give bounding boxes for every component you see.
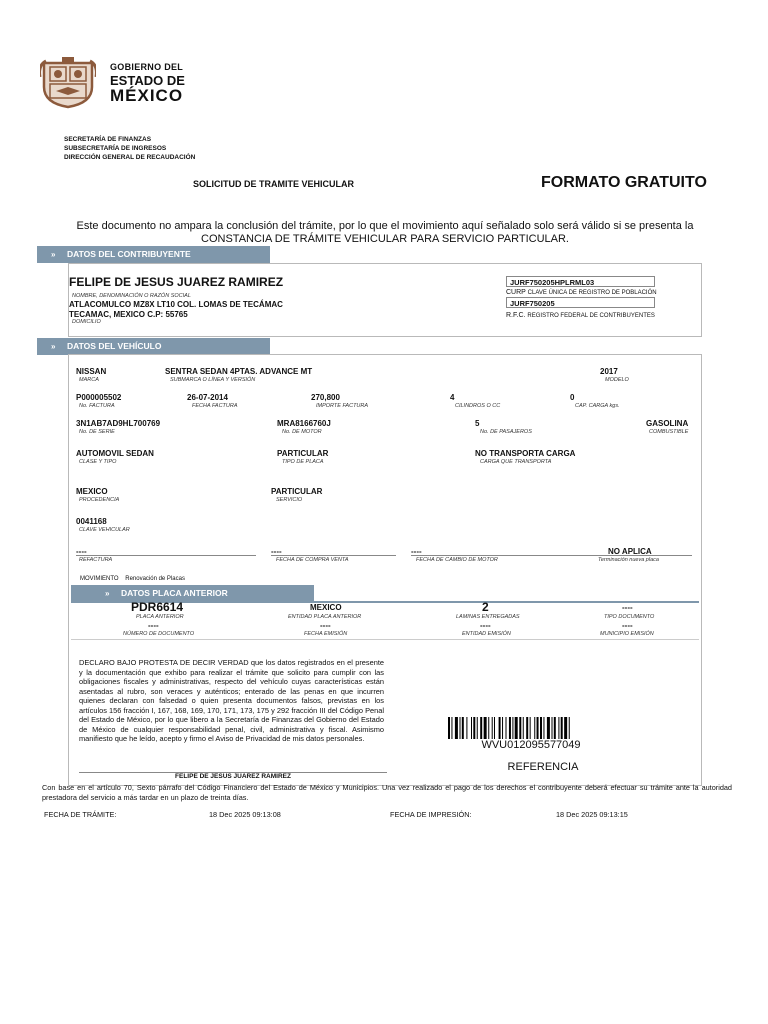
barcode-bar (451, 717, 452, 739)
signer-name: FELIPE DE JESUS JUAREZ RAMIREZ (175, 773, 291, 780)
declaration-text: DECLARO BAJO PROTESTA DE DECIR VERDAD que los datos registrados en el presente y la documentación que exhibo para realizar el trámite que solicito para cumplir con las obligaciones fiscales y administrativas, respecto del vehículo cuyas características están asentadas al rubro, son veraces y auténticos; enterado de las penas en que incurren quienes declaran con falsedad o quien presenta documentos falsos, previstas en los artículos 156 fracción I, 167, 168, 169, 170, 171, 173, 175 y 292 fracción III del Código Penal del Estado de México, por lo que libero a la Secretaría de Finanzas del Gobierno del Estado de México de cualquier responsabilidad penal, civil, administrativa y fiscal. Asimismo manifiesto que he leído, acepto y firmo el Aviso de Privacidad de mis datos personales. (79, 658, 384, 743)
plate-num-doc: ---- (148, 621, 159, 630)
vehicle-submarca-label: SUBMARCA O LÍNEA Y VERSIÓN (170, 377, 256, 383)
state-emblem-logo (40, 57, 96, 109)
barcode-bar (455, 717, 458, 739)
barcode-bar (471, 717, 472, 739)
plate-municipio-emision-label: MUNICIPIO EMISIÓN (600, 631, 654, 637)
curp-label: CLAVE ÚNICA DE REGISTRO DE POBLACIÓN (527, 290, 657, 296)
barcode-bar (460, 717, 461, 739)
curp-prefix: CURP (506, 289, 526, 296)
refactura-line (76, 555, 256, 556)
vehicle-fecha-cambio-motor-label: FECHA DE CAMBIO DE MOTOR (416, 557, 498, 563)
fecha-tramite: 18 Dec 2025 09:13:08 (209, 810, 281, 819)
vehicle-tipo-placa: PARTICULAR (277, 449, 329, 458)
barcode-bar (558, 717, 559, 739)
barcode-bar (554, 717, 556, 739)
barcode-bar (540, 717, 542, 739)
double-chevron-icon: » (105, 589, 110, 598)
rfc-prefix: R.F.C. (506, 312, 526, 319)
barcode-bar (477, 717, 478, 739)
plate-entidad-emision: ---- (480, 621, 491, 630)
vehicle-fecha-compra: ---- (271, 547, 282, 556)
footer-legal: Con base en el artículo 70, Sexto párrafo del Código Financiero del Estado de México y Municipios. Una vez realizado el pago de los derechos el contribuyente deberá efectuar su trámite ante la autoridad prestadora del servicio a más tardar en un plazo de treinta días. (42, 783, 732, 802)
vehicle-cilindros-label: CILINDROS O CC (455, 403, 501, 409)
vehicle-clase: AUTOMOVIL SEDAN (76, 449, 154, 458)
previous-plate-section-title: DATOS PLACA ANTERIOR (121, 588, 228, 598)
barcode-bar (523, 717, 524, 739)
vehicle-procedencia-label: PROCEDENCIA (79, 497, 120, 503)
plate-fecha-emision: ---- (320, 621, 331, 630)
vehicle-cilindros: 4 (450, 393, 455, 402)
vehicle-pasajeros-label: No. DE PASAJEROS (480, 429, 532, 435)
barcode-bar (515, 717, 518, 739)
taxpayer-address-label: DOMICILIO (72, 319, 101, 325)
fecha-compra-line (271, 555, 396, 556)
reference-label: REFERENCIA (507, 761, 579, 773)
rfc-caption (506, 312, 655, 319)
vehicle-servicio: PARTICULAR (271, 487, 323, 496)
barcode-bar (488, 717, 489, 739)
vehicle-carga-transporta: NO TRANSPORTA CARGA (475, 449, 576, 458)
vehicle-fecha-factura: 26-07-2014 (187, 393, 228, 402)
barcode-bar (480, 717, 482, 739)
vehicle-carga-label: CAP. CARGA kgs. (575, 403, 620, 409)
curp-caption (506, 289, 657, 296)
vehicle-fecha-compra-label: FECHA DE COMPRA VENTA (276, 557, 349, 563)
previous-plate-section-bar (71, 585, 314, 602)
plate-entity: MEXICO (310, 603, 342, 612)
vehicle-marca: NISSAN (76, 367, 107, 376)
dept-line-2: SUBSECRETARÍA DE INGRESOS (64, 145, 167, 152)
vehicle-serie-label: No. DE SERIE (79, 429, 115, 435)
vehicle-procedencia: MEXICO (76, 487, 108, 496)
barcode-bar (506, 717, 507, 739)
vehicle-clase-label: CLASE Y TIPO (79, 459, 117, 465)
barcode-bar (466, 717, 467, 739)
taxpayer-address-1: ATLACOMULCO MZ8X LT10 COL. LOMAS DE TECÁMAC (69, 300, 283, 309)
plate-num-doc-label: NÚMERO DE DOCUMENTO (123, 631, 195, 637)
dept-line-1: SECRETARÍA DE FINANZAS (64, 136, 152, 143)
vehicle-refactura: ---- (76, 547, 87, 556)
double-chevron-icon: » (51, 250, 56, 259)
movimiento-row (80, 576, 185, 582)
barcode-bar (530, 717, 531, 739)
vehicle-clave: 0041168 (76, 517, 107, 526)
vehicle-marca-label: MARCA (79, 377, 99, 383)
nueva-placa-line (596, 555, 692, 556)
barcode-bar (547, 717, 550, 739)
barcode-text: WVU012095577049 (481, 739, 581, 751)
barcode-bar (569, 717, 570, 739)
barcode-bar (552, 717, 553, 739)
taxpayer-name: FELIPE DE JESUS JUAREZ RAMIREZ (69, 275, 284, 289)
dept-line-3: DIRECCIÓN GENERAL DE RECAUDACIÓN (64, 154, 196, 161)
plate-municipio-emision: ---- (622, 621, 633, 630)
vehicle-section-bar (37, 338, 270, 355)
fecha-tramite-label: FECHA DE TRÁMITE: (44, 810, 117, 819)
barcode-bar (448, 717, 450, 739)
barcode-bar (494, 717, 495, 739)
vehicle-motor: MRA8166760J (277, 419, 331, 428)
barcode-bar (509, 717, 511, 739)
vehicle-refactura-label: REFACTURA (79, 557, 113, 563)
vehicle-combustible: GASOLINA (646, 419, 689, 428)
barcode-bar (519, 717, 521, 739)
barcode-bar (543, 717, 544, 739)
vehicle-modelo-label: MODELO (605, 377, 629, 383)
vehicle-pasajeros: 5 (475, 419, 480, 428)
vehicle-carga: 0 (570, 393, 575, 402)
double-chevron-icon: » (51, 342, 56, 351)
barcode-bar (561, 717, 563, 739)
vehicle-nueva-placa-label: Terminación nueva placa (598, 557, 659, 563)
plate-entity-label: ENTIDAD PLACA ANTERIOR (288, 614, 362, 620)
plate-previous-label: PLACA ANTERIOR (136, 614, 184, 620)
vehicle-fecha-factura-label: FECHA FACTURA (192, 403, 238, 409)
notice-line-2: CONSTANCIA DE TRÁMITE VEHICULAR PARA SERVICIO PARTICULAR. (201, 233, 569, 245)
vehicle-section-title: DATOS DEL VEHÍCULO (67, 341, 162, 351)
curp-field: JURF750205HPLRML03 (506, 276, 655, 287)
vehicle-motor-label: No. DE MOTOR (282, 429, 322, 435)
movimiento-value: Renovación de Placas (125, 576, 185, 582)
plate-entidad-emision-label: ENTIDAD EMISIÓN (462, 631, 511, 637)
movimiento-label: MOVIMIENTO (80, 576, 119, 582)
notice-line-1: Este documento no ampara la conclusión del trámite, por lo que el movimiento aquí señalado solo será válido si se presenta la (76, 220, 694, 232)
rfc-field: JURF750205 (506, 297, 655, 308)
vehicle-nueva-placa: NO APLICA (608, 547, 652, 556)
vehicle-factura-label: No. FACTURA (79, 403, 115, 409)
vehicle-carga-transporta-label: CARGA QUE TRANSPORTA (480, 459, 552, 465)
barcode-bar (512, 717, 513, 739)
barcode-bar (462, 717, 464, 739)
taxpayer-address-2: TECAMAC, MEXICO C.P: 55765 (69, 310, 188, 319)
vehicle-submarca: SENTRA SEDAN 4PTAS. ADVANCE MT (165, 367, 313, 376)
barcode-bar (499, 717, 501, 739)
plate-previous: PDR6614 (131, 600, 184, 614)
barcode-bar (484, 717, 487, 739)
vehicle-importe-label: IMPORTE FACTURA (316, 403, 369, 409)
barcode-bar (534, 717, 535, 739)
form-title: SOLICITUD DE TRAMITE VEHICULAR (193, 179, 354, 189)
plate-tipo-doc: ---- (622, 603, 633, 612)
plate-row-divider (71, 639, 699, 640)
vehicle-servicio-label: SERVICIO (276, 497, 303, 503)
taxpayer-name-label: NOMBRE, DENOMINACIÓN O RAZÓN SOCIAL (72, 293, 191, 299)
vehicle-modelo: 2017 (600, 367, 618, 376)
fecha-impresion-label: FECHA DE IMPRESIÓN: (390, 810, 472, 819)
fecha-cambio-motor-line (411, 555, 596, 556)
gov-line-2: ESTADO DE (110, 73, 185, 88)
taxpayer-section-bar (37, 246, 270, 263)
vehicle-tipo-placa-label: TIPO DE PLACA (282, 459, 324, 465)
barcode-bar (492, 717, 493, 739)
gov-line-3: MÉXICO (110, 86, 184, 105)
vehicle-combustible-label: COMBUSTIBLE (649, 429, 689, 435)
vehicle-serie: 3N1AB7AD9HL700769 (76, 419, 161, 428)
fecha-impresion: 18 Dec 2025 09:13:15 (556, 810, 628, 819)
barcode-bar (473, 717, 475, 739)
free-format-title: FORMATO GRATUITO (541, 174, 707, 191)
barcode-bar (526, 717, 528, 739)
plate-fecha-emision-label: FECHA EMISIÓN (304, 631, 348, 637)
rfc-label: REGISTRO FEDERAL DE CONTRIBUYENTES (527, 313, 655, 319)
barcode-bar (537, 717, 539, 739)
barcode-bar (564, 717, 567, 739)
barcode-bar (502, 717, 503, 739)
barcode-image (448, 717, 614, 739)
plate-laminas-label: LAMINAS ENTREGADAS (456, 614, 520, 620)
vehicle-clave-label: CLAVE VEHICULAR (79, 527, 130, 533)
plate-tipo-doc-label: TIPO DOCUMENTO (604, 614, 655, 620)
gov-line-1: GOBIERNO DEL (110, 62, 184, 72)
vehicle-fecha-cambio-motor: ---- (411, 547, 422, 556)
vehicle-factura: P000005502 (76, 393, 122, 402)
plate-laminas: 2 (482, 600, 489, 614)
vehicle-importe: 270,800 (311, 393, 340, 402)
taxpayer-section-title: DATOS DEL CONTRIBUYENTE (67, 249, 191, 259)
